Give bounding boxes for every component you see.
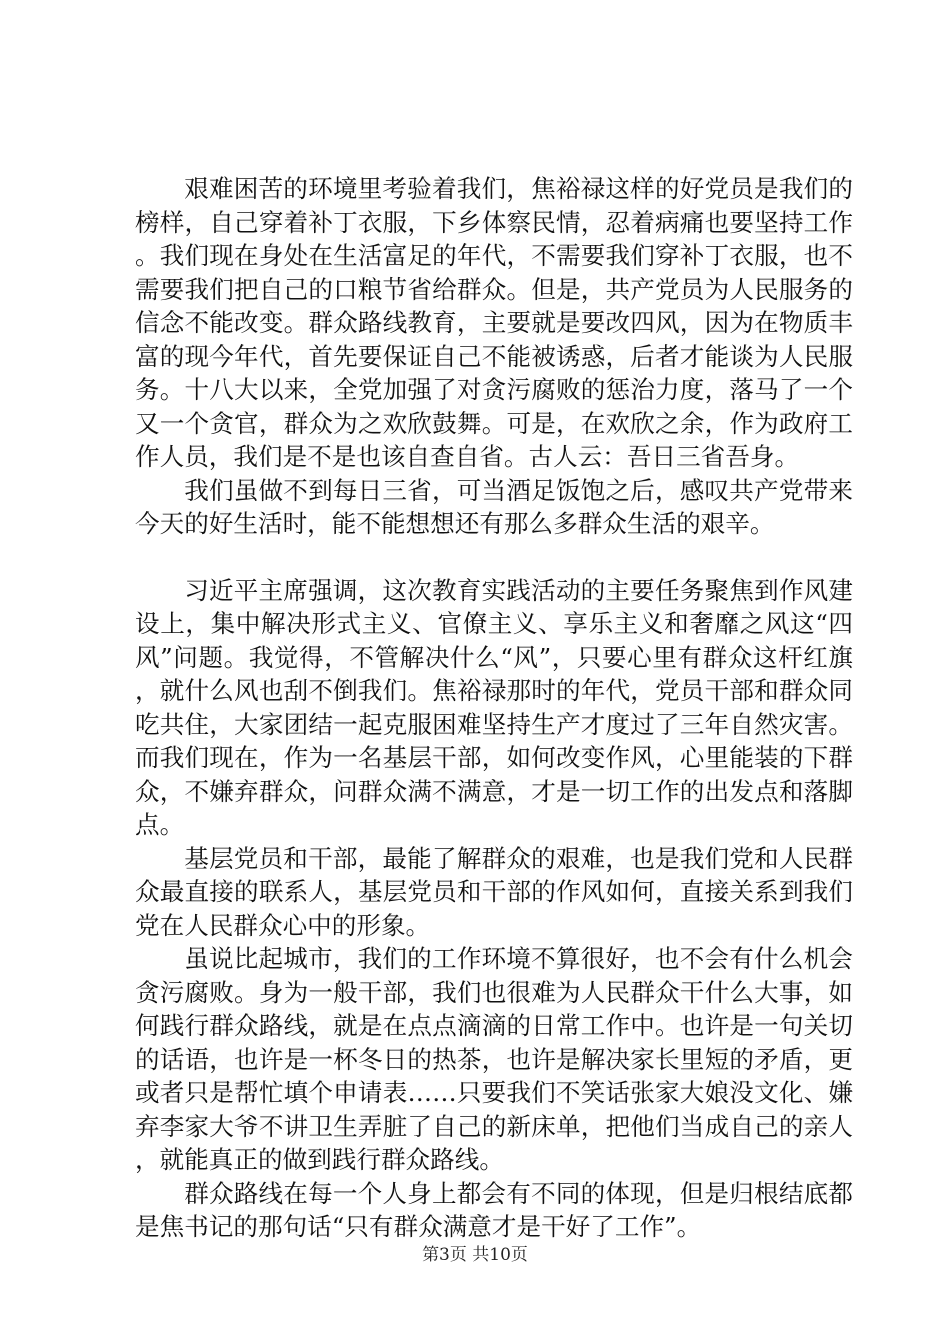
paragraph: 基层党员和干部，最能了解群众的艰难，也是我们党和人民群众最直接的联系人，基层党员和干部的作风如何，直接关系到我们党在人民群众心中的形象。 bbox=[135, 843, 853, 940]
paragraph: 习近平主席强调，这次教育实践活动的主要任务聚焦到作风建设上，集中解决形式主义、官僚主义、享乐主义和奢靡之风这“四风”问题。我觉得，不管解决什么“风”，只要心里有群众这杆红旗，就什么风也刮不倒我们。焦裕禄那时的年代，党员干部和群众同吃共住，大家团结一起克服困难坚持生产才度过了三年自然灾害。而我们现在，作为一名基层干部，如何改变作风，心里能装的下群众，不嫌弃群众，问群众满不满意，才是一切工作的出发点和落脚点。 bbox=[135, 575, 853, 839]
page-number-footer: 第3页 共10页 bbox=[422, 1245, 528, 1265]
paragraph: 虽说比起城市，我们的工作环境不算很好，也不会有什么机会贪污腐败。身为一般干部，我们也很难为人民群众干什么大事，如何践行群众路线，就是在点点滴滴的日常工作中。也许是一句关切的话语，也许是一杯冬日的热茶，也许是解决家长里短的矛盾，更或者只是帮忙填个申请表……只要我们不笑话张家大娘没文化、嫌弃李家大爷不讲卫生弄脏了自己的新床单，把他们当成自己的亲人，就能真正的做到践行群众路线。 bbox=[135, 944, 853, 1174]
paragraph: 艰难困苦的环境里考验着我们，焦裕禄这样的好党员是我们的榜样，自己穿着补丁衣服，下乡体察民情，忍着病痛也要坚持工作。我们现在身处在生活富足的年代，不需要我们穿补丁衣服，也不需要我们把自己的口粮节省给群众。但是，共产党员为人民服务的信念不能改变。群众路线教育，主要就是要改四风，因为在物质丰富的现今年代，首先要保证自己不能被诱惑，后者才能谈为人民服务。十八大以来，全党加强了对贪污腐败的惩治力度，落马了一个又一个贪官，群众为之欢欣鼓舞。可是，在欢欣之余，作为政府工作人员，我们是不是也该自查自省。古人云：吾日三省吾身。 bbox=[135, 174, 853, 471]
paragraph-spacer bbox=[135, 541, 853, 574]
paragraph: 我们虽做不到每日三省，可当酒足饭饱之后，感叹共产党带来今天的好生活时，能不能想想还有那么多群众生活的艰辛。 bbox=[135, 475, 853, 538]
document-body bbox=[135, 172, 853, 1244]
paragraph: 群众路线在每一个人身上都会有不同的体现，但是归根结底都是焦书记的那句话“只有群众满意才是干好了工作”。 bbox=[135, 1178, 853, 1241]
